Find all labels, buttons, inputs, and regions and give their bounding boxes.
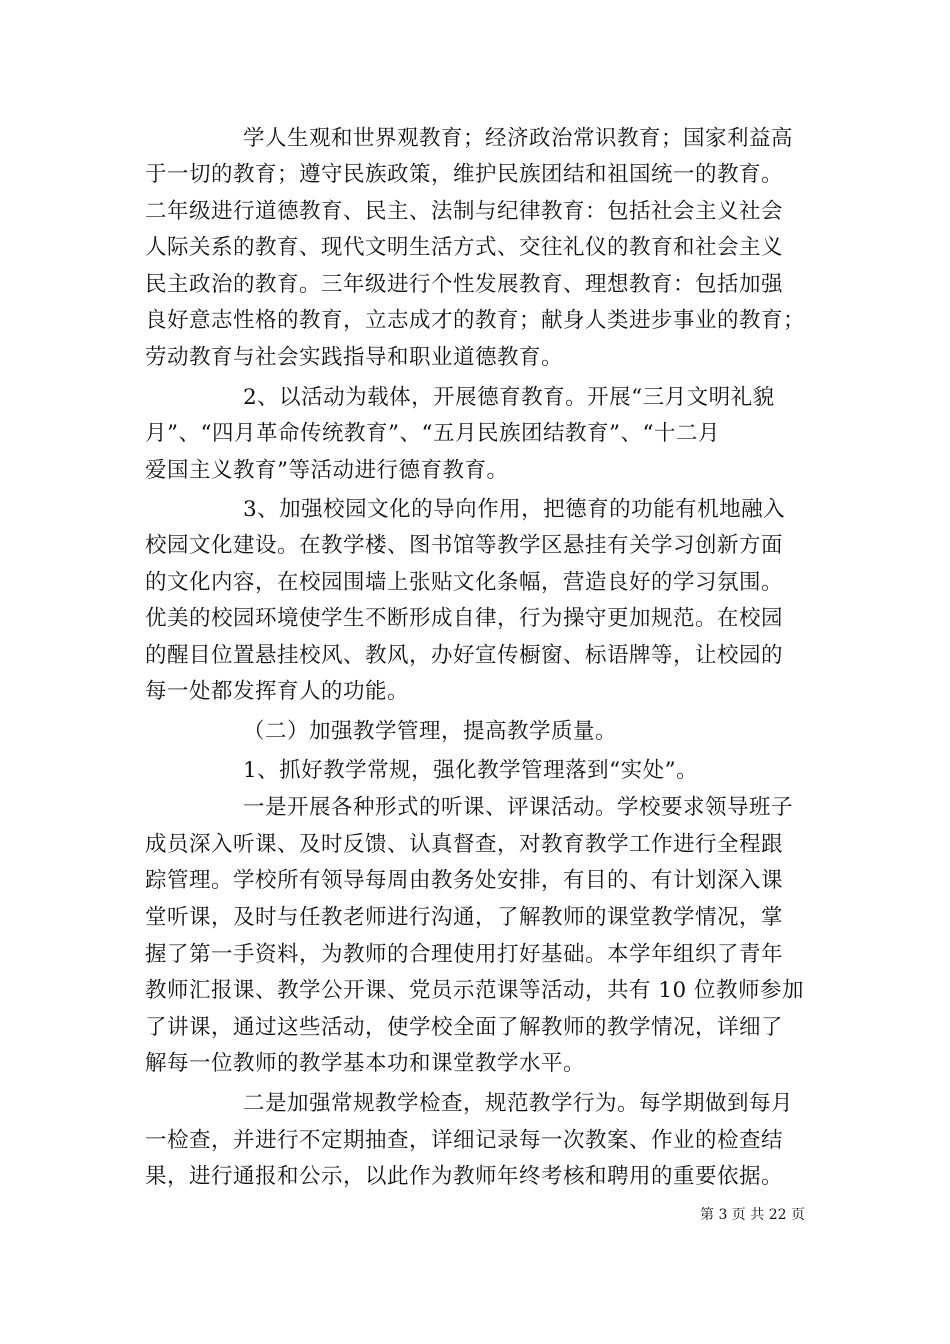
text-line: 于一切的教育；遵守民族政策，维护民族团结和祖国统一的教育。: [145, 162, 784, 187]
text-line: 的文化内容，在校园围墙上张贴文化条幅，营造良好的学习氛围。: [145, 570, 784, 595]
text-line: 握了第一手资料，为教师的合理使用打好基础。本学年组织了青年: [145, 942, 784, 967]
text-line: 每一处都发挥育人的功能。: [145, 679, 410, 704]
text-line: 教师汇报课、教学公开课、党员示范课等活动，共有 10 位教师参加: [145, 978, 805, 1003]
text-line: 踪管理。学校所有领导每周由教务处安排，有目的、有计划深入课: [145, 868, 784, 893]
text-line: 二年级进行道德教育、民主、法制与纪律教育：包括社会主义社会: [145, 199, 784, 224]
text-line: 爱国主义教育”等活动进行德育教育。: [145, 458, 509, 483]
text-line: 果，进行通报和公示，以此作为教师年终考核和聘用的重要依据。: [145, 1164, 784, 1189]
text-line: 解每一位教师的教学基本功和课堂教学水平。: [145, 1051, 586, 1076]
page-number-footer: 第 3 页 共 22 页: [700, 1207, 805, 1223]
text-line: 人际关系的教育、现代文明生活方式、交往礼仪的教育和社会主义: [145, 235, 784, 260]
text-line: 优美的校园环境使学生不断形成自律，行为操守更加规范。在校园: [145, 606, 784, 631]
text-line: 劳动教育与社会实践指导和职业道德教育。: [145, 345, 564, 370]
text-line: 一检查，并进行不定期抽查，详细记录每一次教案、作业的检查结: [145, 1128, 784, 1153]
text-line: 校园文化建设。在教学楼、图书馆等教学区悬挂有关学习创新方面: [145, 533, 784, 558]
text-line: 良好意志性格的教育，立志成才的教育；献身人类进步事业的教育；: [145, 308, 806, 333]
text-line: 学人生观和世界观教育；经济政治常识教育；国家利益高: [243, 126, 794, 151]
text-line: 的醒目位置悬挂校风、教风，办好宣传橱窗、标语牌等，让校园的: [145, 643, 784, 668]
text-line: 民主政治的教育。三年级进行个性发展教育、理想教育：包括加强: [145, 272, 784, 297]
text-line: 2、以活动为载体，开展德育教育。开展“三月文明礼貌: [243, 385, 775, 410]
text-line: 了讲课，通过这些活动，使学校全面了解教师的教学情况，详细了: [145, 1015, 784, 1040]
section-heading: （二）加强教学管理，提高教学质量。: [243, 719, 618, 744]
text-line: 堂听课，及时与任教老师进行沟通，了解教师的课堂教学情况，掌: [145, 905, 784, 930]
text-line: 一是开展各种形式的听课、评课活动。学校要求领导班子: [243, 795, 794, 820]
text-line: 成员深入听课、及时反馈、认真督查，对教育教学工作进行全程跟: [145, 832, 784, 857]
text-line: 二是加强常规教学检查，规范教学行为。每学期做到每月: [243, 1091, 794, 1116]
subsection-heading: 1、抓好教学常规，强化教学管理落到“实处”。: [243, 758, 699, 783]
text-line: 月”、“四月革命传统教育”、“五月民族团结教育”、“十二月: [145, 421, 720, 446]
text-line: 3、加强校园文化的导向作用，把德育的功能有机地融入: [243, 497, 786, 522]
